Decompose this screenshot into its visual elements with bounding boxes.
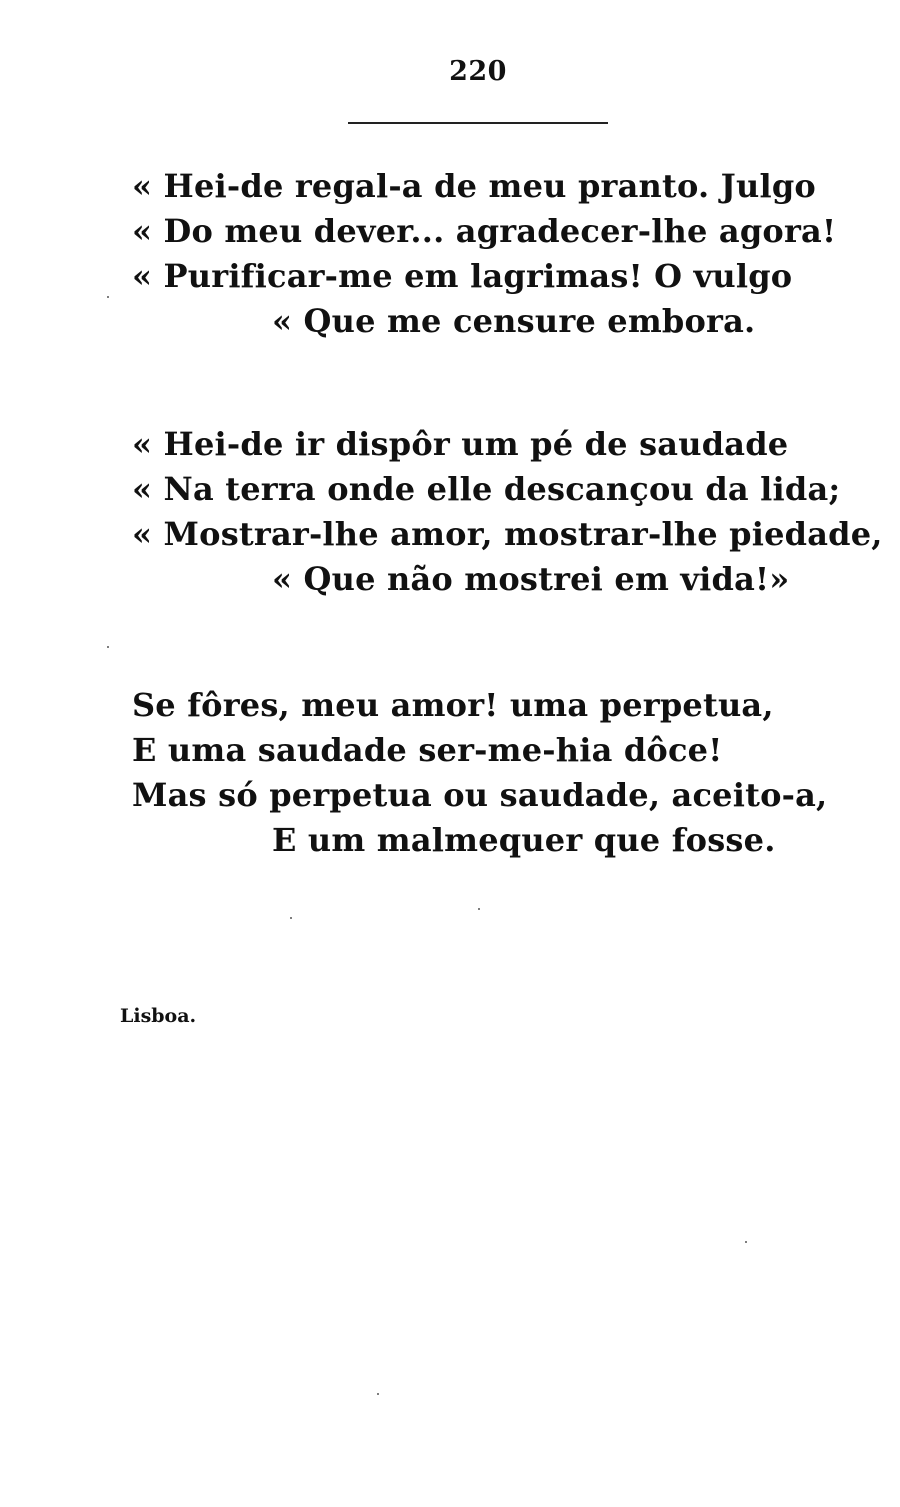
header-rule — [348, 122, 608, 124]
verse-line: « Hei-de regal-a de meu pranto. Julgo — [132, 167, 816, 205]
verse-line-indented: E um malmequer que fosse. — [272, 821, 776, 859]
verse-line: Mas só perpetua ou saudade, aceito-a, — [132, 776, 828, 814]
verse-line: E uma saudade ser-me-hia dôce! — [132, 731, 723, 769]
stanza-3 — [132, 683, 832, 863]
stanza-2 — [132, 422, 883, 602]
scan-speck — [107, 296, 109, 298]
scan-speck — [478, 908, 480, 910]
scan-speck — [745, 1241, 747, 1243]
stanza-1 — [132, 164, 837, 344]
verse-line-indented: « Que me censure embora. — [272, 302, 756, 340]
page-number: 220 — [449, 56, 507, 87]
verse-line-indented: « Que não mostrei em vida!» — [272, 560, 790, 598]
verse-line: « Mostrar-lhe amor, mostrar-lhe piedade, — [132, 515, 883, 553]
verse-line: Se fôres, meu amor! uma perpetua, — [132, 686, 774, 724]
scan-speck — [290, 917, 292, 919]
verse-line: « Do meu dever... agradecer-lhe agora! — [132, 212, 837, 250]
signature-place: Lisboa. — [120, 1005, 197, 1027]
verse-line: « Hei-de ir dispôr um pé de saudade — [132, 425, 789, 463]
scan-speck — [107, 646, 109, 648]
verse-line: « Na terra onde elle descançou da lida; — [132, 470, 841, 508]
verse-line: « Purificar-me em lagrimas! O vulgo — [132, 257, 793, 295]
scan-speck — [377, 1393, 379, 1395]
